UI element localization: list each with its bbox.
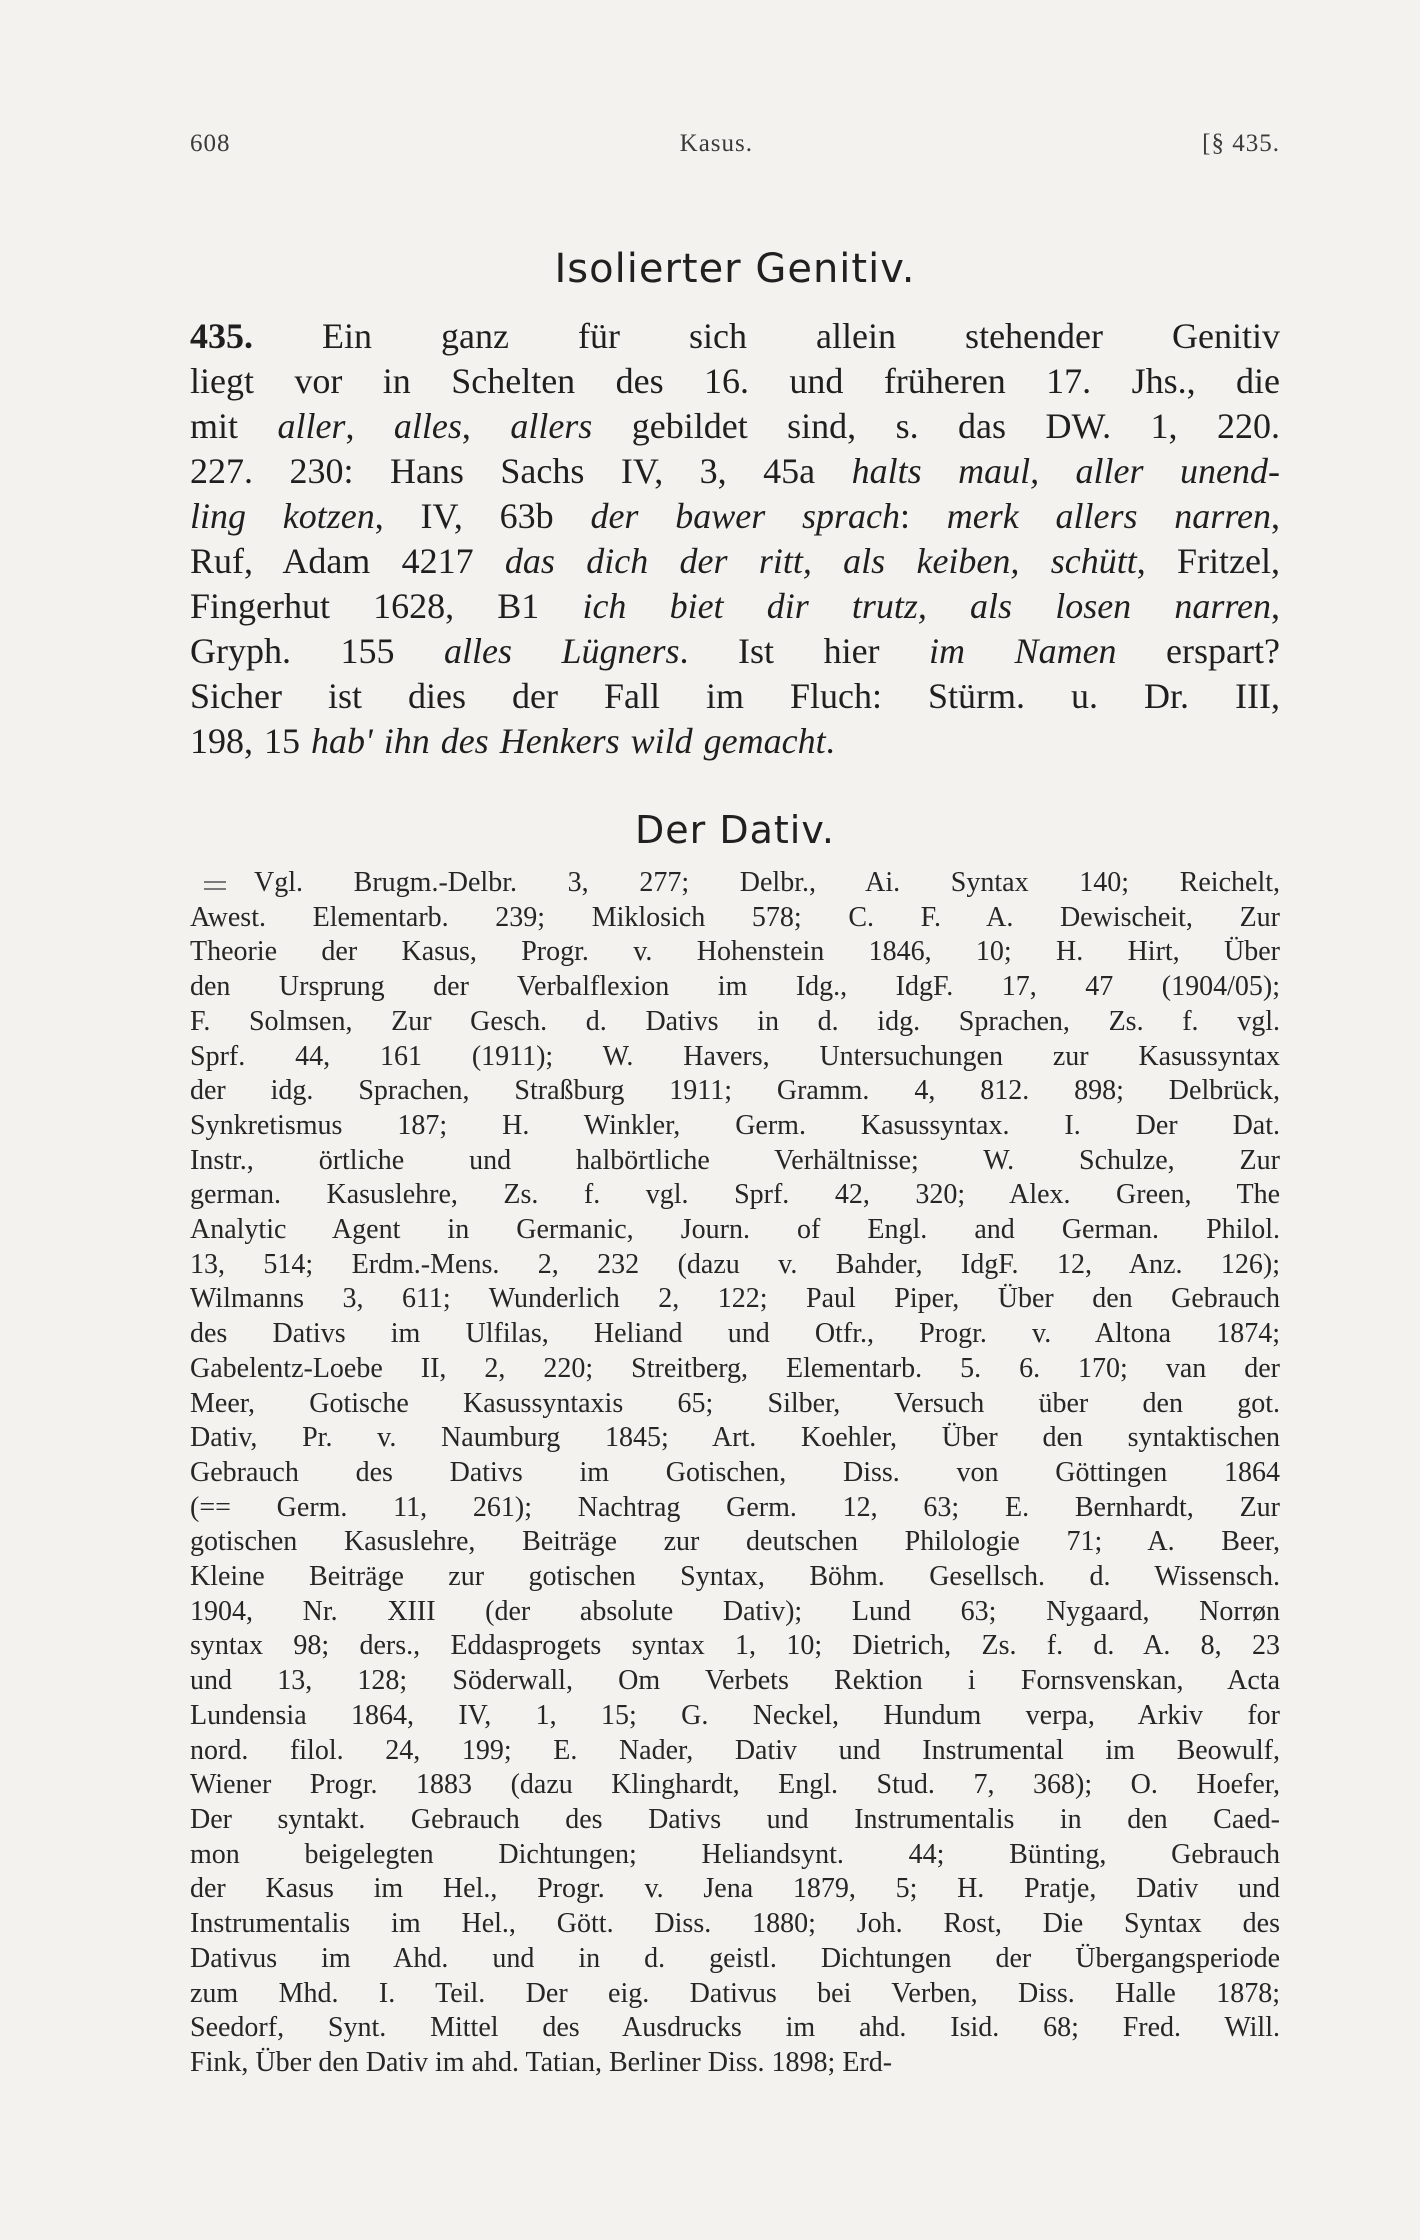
running-title: Kasus. <box>679 130 754 157</box>
section-heading-isolierter-genitiv: Isolierter Genitiv. <box>554 246 916 292</box>
text-line: Gryph. 155 alles Lügners. Ist hier im Namen erspart? <box>190 631 1280 671</box>
literature-line: Seedorf, Synt. Mittel des Ausdrucks im ahd. Isid. 68; Fred. Will. <box>190 2012 1280 2044</box>
literature-line: Der syntakt. Gebrauch des Dativs und Instrumentalis in den Caed- <box>190 1803 1280 1835</box>
section-reference: [§ 435. <box>1202 130 1280 157</box>
literature-line: Instr., örtliche und halbörtliche Verhältnisse; W. Schulze, Zur <box>190 1144 1280 1176</box>
literature-line: gotischen Kasuslehre, Beiträge zur deutschen Philologie 71; A. Beer, <box>190 1526 1280 1558</box>
literature-line: zum Mhd. I. Teil. Der eig. Dativus bei Verben, Diss. Halle 1878; <box>190 1977 1280 2009</box>
literature-line: Theorie der Kasus, Progr. v. Hohenstein 1846, 10; H. Hirt, Über <box>190 936 1280 968</box>
literature-line: Meer, Gotische Kasussyntaxis 65; Silber, Versuch über den got. <box>190 1387 1280 1419</box>
literature-line: den Ursprung der Verbalflexion im Idg., IdgF. 17, 47 (1904/05); <box>190 971 1280 1003</box>
literature-line: Dativus im Ahd. und in d. geistl. Dichtungen der Übergangsperiode <box>190 1942 1280 1974</box>
literature-line: Vgl. Brugm.-Delbr. 3, 277; Delbr., Ai. Syntax 140; Reichelt, <box>190 866 1280 901</box>
text-line: Ruf, Adam 4217 das dich der ritt, als keiben, schütt, Fritzel, <box>190 541 1280 581</box>
text-line: Fingerhut 1628, B1 ich biet dir trutz, als losen narren, <box>190 586 1280 626</box>
literature-line: 1904, Nr. XIII (der absolute Dativ); Lund 63; Nygaard, Norrøn <box>190 1595 1280 1627</box>
literature-line: Dativ, Pr. v. Naumburg 1845; Art. Koehler, Über den syntaktischen <box>190 1422 1280 1454</box>
section-heading-der-dativ: Der Dativ. <box>635 808 835 852</box>
literature-line: Lundensia 1864, IV, 1, 15; G. Neckel, Hundum verpa, Arkiv for <box>190 1699 1280 1731</box>
literature-paragraph <box>190 866 1280 2081</box>
page-number: 608 <box>190 130 231 157</box>
literature-line: Wiener Progr. 1883 (dazu Klinghardt, Engl. Stud. 7, 368); O. Hoefer, <box>190 1769 1280 1801</box>
paragraph-435 <box>190 314 1280 764</box>
text-line: 227. 230: Hans Sachs IV, 3, 45a halts maul, aller unend- <box>190 451 1280 491</box>
literature-line: Analytic Agent in Germanic, Journ. of Engl. and German. Philol. <box>190 1214 1280 1246</box>
paragraph-number: 435. <box>190 316 253 356</box>
literature-line: der idg. Sprachen, Straßburg 1911; Gramm. 4, 812. 898; Delbrück, <box>190 1075 1280 1107</box>
literature-line: nord. filol. 24, 199; E. Nader, Dativ und Instrumental im Beowulf, <box>190 1734 1280 1766</box>
literature-line: der Kasus im Hel., Progr. v. Jena 1879, 5; H. Pratje, Dativ und <box>190 1873 1280 1905</box>
literature-marker-icon <box>204 874 226 896</box>
literature-line: und 13, 128; Söderwall, Om Verbets Rektion i Fornsvenskan, Acta <box>190 1665 1280 1697</box>
text-line: liegt vor in Schelten des 16. und früheren 17. Jhs., die <box>190 361 1280 401</box>
literature-line: syntax 98; ders., Eddasprogets syntax 1, 10; Dietrich, Zs. f. d. A. 8, 23 <box>190 1630 1280 1662</box>
book-page <box>190 130 1280 2081</box>
literature-line: Wilmanns 3, 611; Wunderlich 2, 122; Paul Piper, Über den Gebrauch <box>190 1283 1280 1315</box>
literature-line: Gabelentz-Loebe II, 2, 220; Streitberg, Elementarb. 5. 6. 170; van der <box>190 1352 1280 1384</box>
literature-line: des Dativs im Ulfilas, Heliand und Otfr., Progr. v. Altona 1874; <box>190 1318 1280 1350</box>
literature-line: Awest. Elementarb. 239; Miklosich 578; C. F. A. Dewischeit, Zur <box>190 901 1280 933</box>
running-head <box>190 130 1280 180</box>
text-line: ling kotzen, IV, 63b der bawer sprach: merk allers narren, <box>190 496 1280 536</box>
text-line: Sicher ist dies der Fall im Fluch: Stürm. u. Dr. III, <box>190 676 1280 716</box>
literature-line: Sprf. 44, 161 (1911); W. Havers, Untersuchungen zur Kasussyntax <box>190 1040 1280 1072</box>
literature-line: Instrumentalis im Hel., Gött. Diss. 1880; Joh. Rost, Die Syntax des <box>190 1908 1280 1940</box>
literature-line: (== Germ. 11, 261); Nachtrag Germ. 12, 63; E. Bernhardt, Zur <box>190 1491 1280 1523</box>
literature-line: F. Solmsen, Zur Gesch. d. Dativs in d. idg. Sprachen, Zs. f. vgl. <box>190 1005 1280 1037</box>
literature-line: german. Kasuslehre, Zs. f. vgl. Sprf. 42, 320; Alex. Green, The <box>190 1179 1280 1211</box>
literature-line: Fink, Über den Dativ im ahd. Tatian, Berliner Diss. 1898; Erd- <box>190 2046 893 2078</box>
literature-line: mon beigelegten Dichtungen; Heliandsynt. 44; Bünting, Gebrauch <box>190 1838 1280 1870</box>
literature-line: Gebrauch des Dativs im Gotischen, Diss. von Göttingen 1864 <box>190 1456 1280 1488</box>
text-line: mit aller, alles, allers gebildet sind, s. das DW. 1, 220. <box>190 406 1280 446</box>
text-line: 198, 15 hab' ihn des Henkers wild gemacht. <box>190 721 835 761</box>
text-line: 435. Ein ganz für sich allein stehender Genitiv <box>190 316 1280 356</box>
literature-line: Synkretismus 187; H. Winkler, Germ. Kasussyntax. I. Der Dat. <box>190 1109 1280 1141</box>
literature-line: Kleine Beiträge zur gotischen Syntax, Böhm. Gesellsch. d. Wissensch. <box>190 1561 1280 1593</box>
literature-line: 13, 514; Erdm.-Mens. 2, 232 (dazu v. Bahder, IdgF. 12, Anz. 126); <box>190 1248 1280 1280</box>
